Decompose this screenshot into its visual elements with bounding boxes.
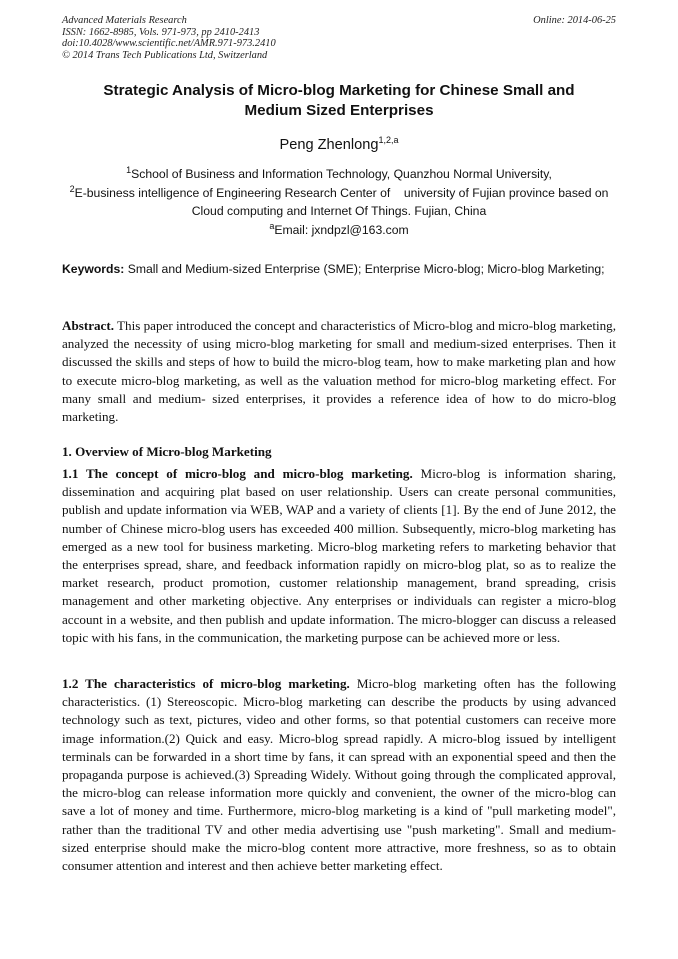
aff1-sup: 1 <box>126 164 132 175</box>
paragraph-1-1 <box>62 465 616 647</box>
keywords <box>62 260 616 279</box>
title-line-2: Medium Sized Enterprises <box>244 101 434 119</box>
keywords-text: Small and Medium-sized Enterprise (SME); Enterprise Micro-blog; Micro-blog Marketing; <box>124 262 605 276</box>
aff2-text: E-business intelligence of Engineering Research Center of university of Fujian province based on <box>74 185 609 200</box>
affiliations <box>62 165 616 239</box>
affiliation-2-cont: Cloud computing and Internet Of Things. Fujian, China <box>191 204 487 218</box>
journal-name: Advanced Materials Research <box>62 15 187 26</box>
paragraph-1-2 <box>62 675 616 875</box>
aff1-text: School of Business and Information Technology, Quanzhou Normal University, <box>131 167 552 181</box>
author-name: Peng Zhenlong <box>279 137 379 153</box>
email-sup: a <box>269 220 275 231</box>
email-text: Email: jxndpzl@163.com <box>274 222 409 237</box>
paragraph-1-1-text: Micro-blog is information sharing, dissemination and acquiring plat based on user relationship. Users can create personal communities, publish and update information via WEB, WAP and a variety of clients [1]. By the end of June 2012, the number of Chinese micro-blog users has exceeded 400 million. Subsequently, micro-blog marketing has emerged as a new tool for business marketing. Micro-blog marketing refers to marketing behavior that the enterprises spread, share, and feedback information rapidly on micro-blog plat, so as to realize the market research, product promotion, customer relationship management, brand spreading, crisis management and other marketing objective. Any enterprises or individuals can register a micro-blog account in a website, and then publish and update information. The micro-blogger can discuss a released topic with his fans, in the communication, the marketing purpose can be achieved more or less. <box>62 466 616 645</box>
paragraph-1-2-text: Micro-blog marketing often has the following characteristics. (1) Stereoscopic. Micro-blog marketing can describe the products by using advanced technology such as text, pictures, video and other forms, so that potential customers can receive more image information.(2) Quick and easy. Micro-blog spread rapidly. A micro-blog issued by intelligent terminals can be forwarded in a short time by fans, it can spread with an exponential speed and then the propaganda purpose is achieved.(3) Spreading Widely. Without going through the complicated approval, the micro-blog can release information more quickly and convenient, the owner of the micro-blog can save a lot of money and time. Furthermore, micro-blog marketing is a kind of "pull marketing model", rather than the traditional TV and other media advertising use "push marketing". Small and medium-sized enterprise should make the micro-blog content more attractive, more freshness, so as to obtain consumer attention and interest and then achieve better marketing effect. <box>62 676 616 874</box>
journal-header <box>62 15 276 61</box>
email-line <box>62 221 616 240</box>
author-line <box>62 136 616 154</box>
copyright-line: © 2014 Trans Tech Publications Ltd, Switzerland <box>62 49 268 61</box>
subsection-1-2-title: 1.2 The characteristics of micro-blog marketing. <box>62 676 350 691</box>
issn-line: ISSN: 1662-8985, Vols. 971-973, pp 2410-2413 <box>62 26 260 38</box>
author-sup: 1,2,a <box>378 135 399 146</box>
subsection-1-1-title: 1.1 The concept of micro-blog and micro-blog marketing. <box>62 466 413 481</box>
title-line-1: Strategic Analysis of Micro-blog Marketing for Chinese Small and <box>103 82 575 99</box>
aff2-sup: 2 <box>69 183 75 194</box>
affiliation-1 <box>62 165 616 184</box>
section-heading: 1. Overview of Micro-blog Marketing <box>62 444 272 459</box>
affiliation-2 <box>62 184 616 203</box>
doi-line: doi:10.4028/www.scientific.net/AMR.971-973.2410 <box>62 38 276 49</box>
abstract-label: Abstract. <box>62 318 114 333</box>
paper-title <box>62 81 616 120</box>
keywords-label: Keywords: <box>62 262 125 276</box>
online-date: Online: 2014-06-25 <box>533 15 616 26</box>
abstract-text: This paper introduced the concept and characteristics of Micro-blog and micro-blog marketing, analyzed the necessity of using micro-blog marketing for small and medium-sized enterprises. Then it discussed the skills and steps of how to build the micro-blog team, how to make marketing plan and how to execute micro-blog marketing, as well as the valuation method for micro-blog marketing effect. For many small and medium- sized enterprises, it provides a reference idea of how to do micro-blog marketing. <box>62 318 616 425</box>
abstract <box>62 317 616 426</box>
